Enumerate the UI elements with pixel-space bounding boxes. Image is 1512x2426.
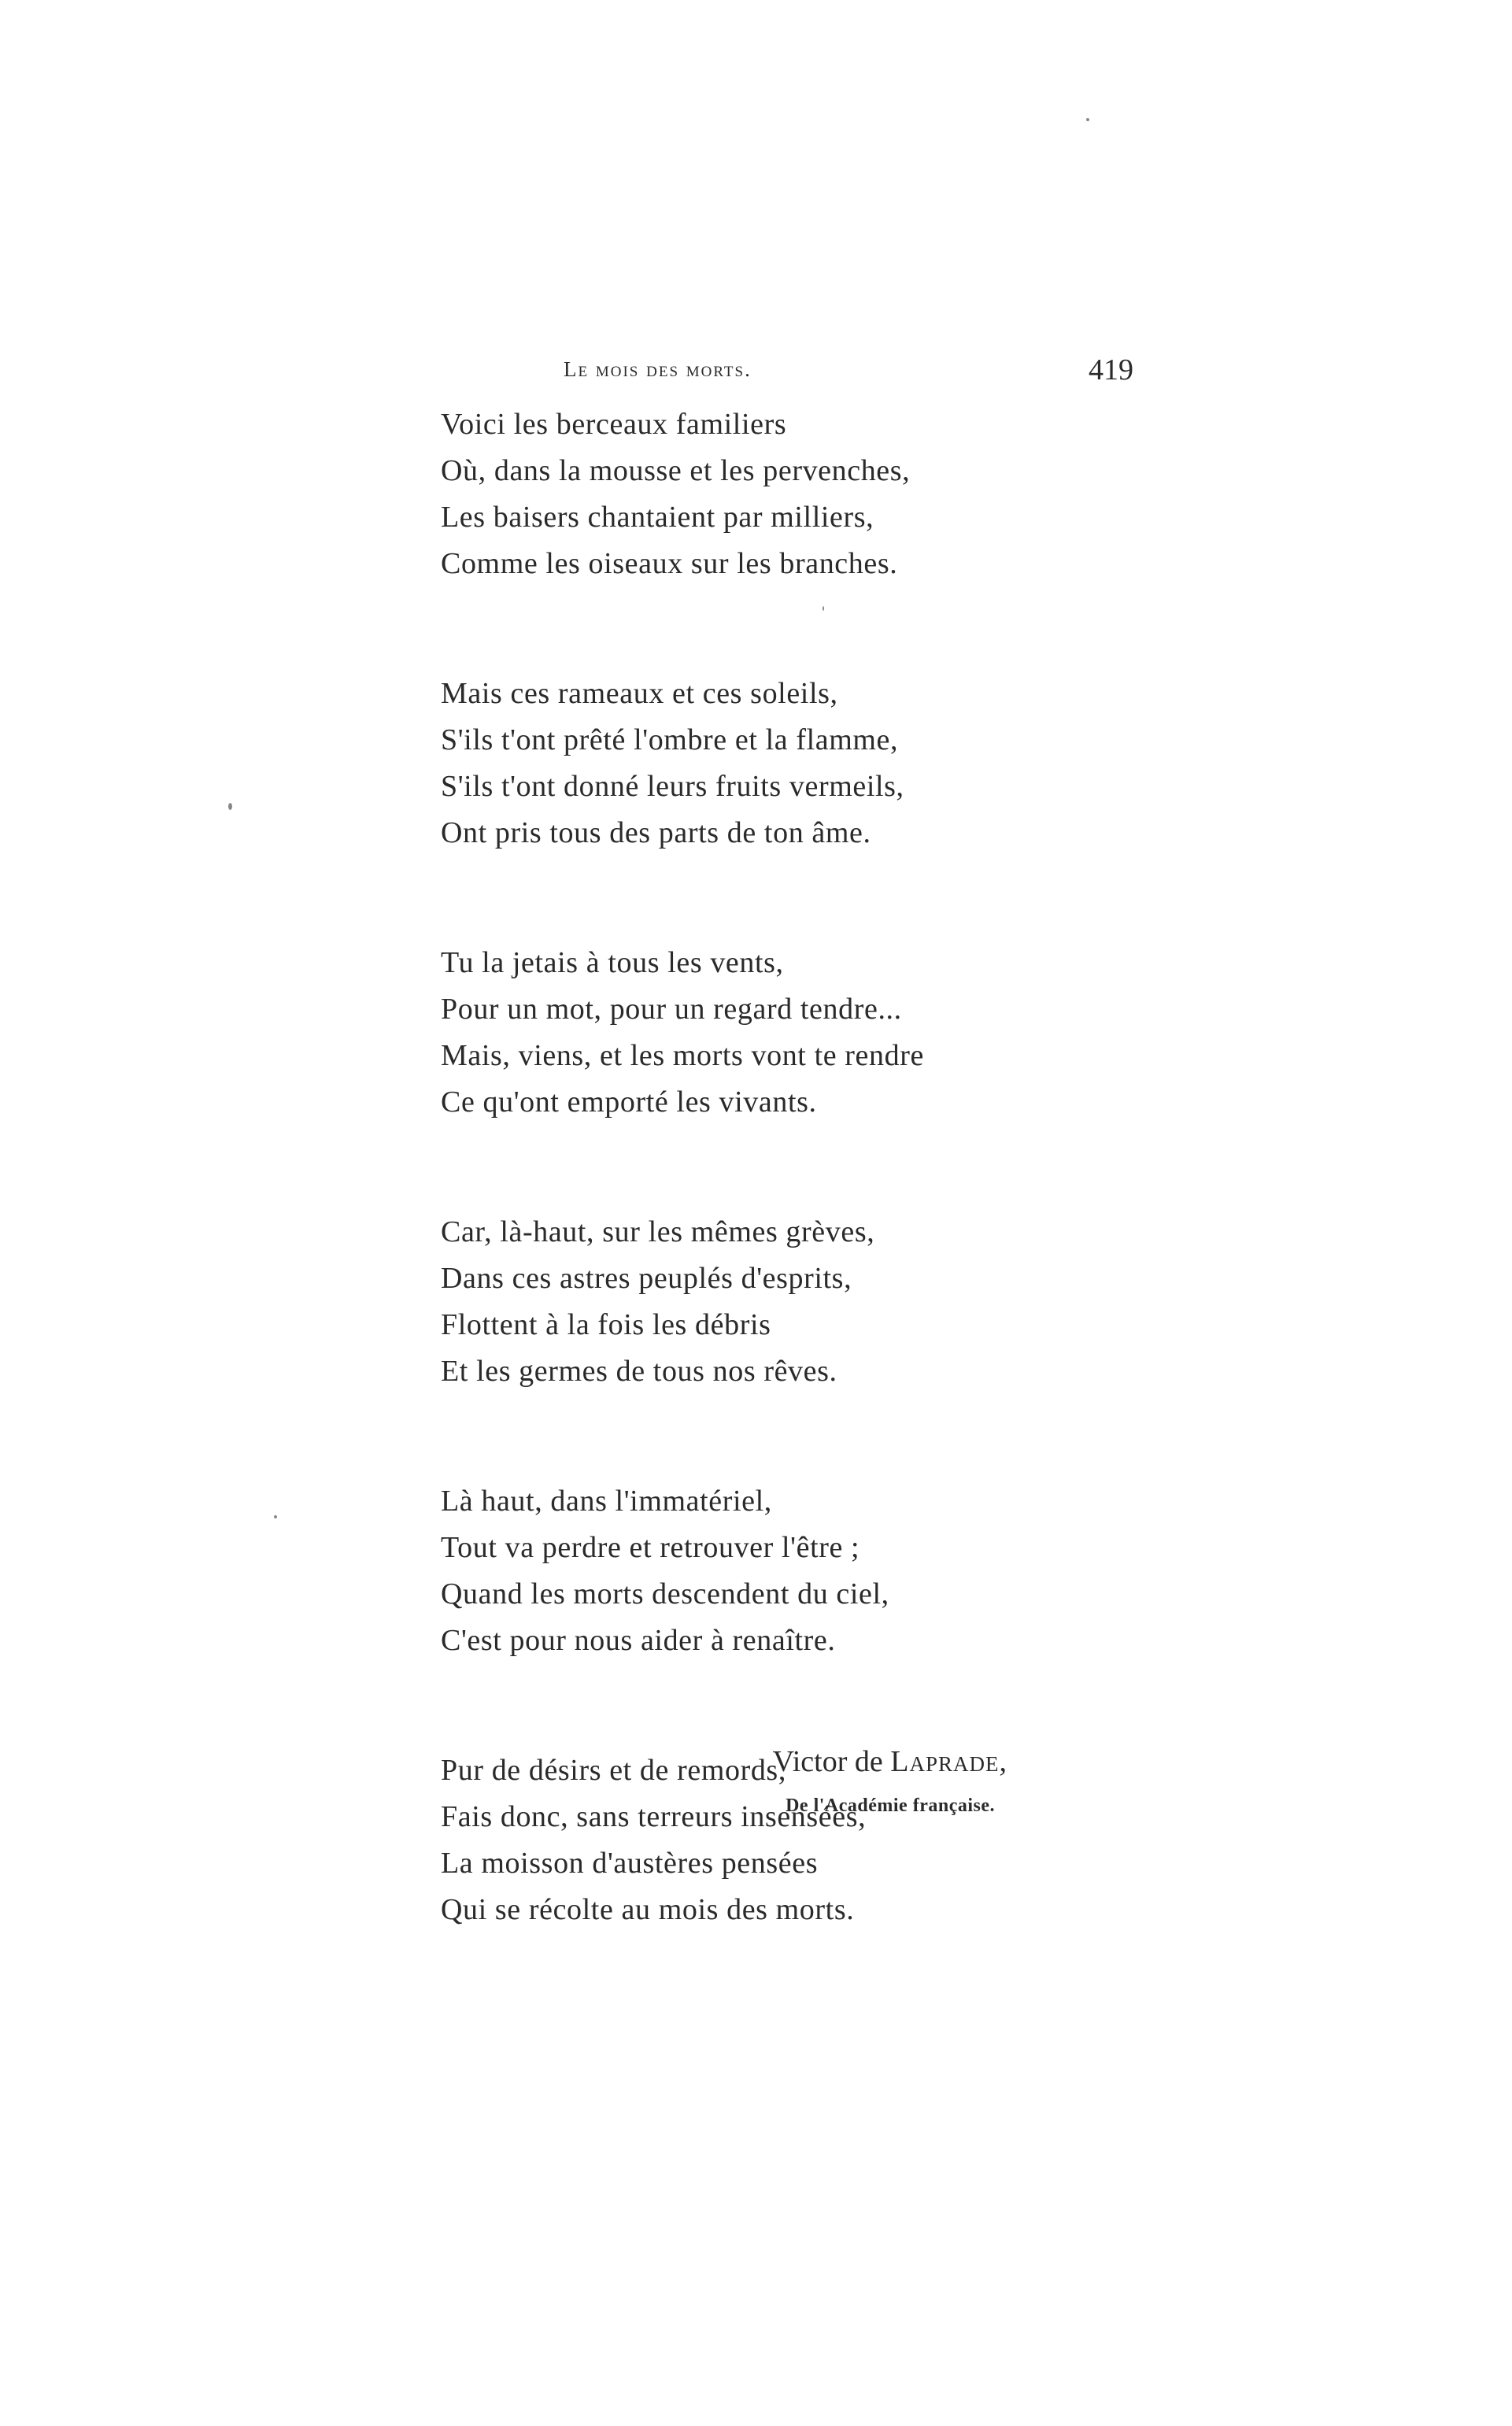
running-header — [441, 353, 1133, 392]
verse-line: S'ils t'ont donné leurs fruits vermeils, — [441, 770, 904, 803]
stanza — [441, 1478, 1133, 1664]
author-prefix: Victor de — [772, 1745, 891, 1778]
verse-line: Pur de désirs et de remords, — [441, 1754, 786, 1787]
verse-line: C'est pour nous aider à renaître. — [441, 1624, 836, 1657]
verse-line: Mais ces rameaux et ces soleils, — [441, 677, 838, 710]
stanza — [441, 671, 1133, 856]
verse-line: Pour un mot, pour un regard tendre... — [441, 993, 902, 1026]
scan-speck — [823, 606, 824, 611]
verse-line: Qui se récolte au mois des morts. — [441, 1893, 855, 1926]
verse-line: Les baisers chantaient par milliers, — [441, 501, 874, 534]
verse-line: Fais donc, sans terreurs insensées, — [441, 1800, 867, 1833]
verse-line: Quand les morts descendent du ciel, — [441, 1577, 889, 1611]
verse-line: Et les germes de tous nos rêves. — [441, 1355, 837, 1388]
verse-line: Car, là-haut, sur les mêmes grèves, — [441, 1215, 875, 1248]
scan-speck — [274, 1515, 277, 1518]
verse-line: Où, dans la mousse et les pervenches, — [441, 454, 911, 487]
verse-line: Ont pris tous des parts de ton âme. — [441, 816, 871, 849]
signature — [441, 1740, 1007, 1821]
stanza — [441, 401, 1133, 587]
verse-line: Voici les berceaux familiers — [441, 408, 787, 441]
author-affiliation: De l'Académie française. — [786, 1795, 995, 1816]
running-title: Le mois des morts. — [564, 357, 752, 381]
verse-line: La moisson d'austères pensées — [441, 1847, 819, 1880]
author-name: Laprade, — [890, 1745, 1007, 1778]
verse-line: Tu la jetais à tous les vents, — [441, 946, 784, 979]
page-number: 419 — [1089, 353, 1133, 386]
verse-line: Dans ces astres peuplés d'esprits, — [441, 1262, 852, 1295]
stanza — [441, 940, 1133, 1126]
scan-speck — [228, 803, 232, 810]
verse-line: Mais, viens, et les morts vont te rendre — [441, 1039, 924, 1072]
verse-line: Tout va perdre et retrouver l'être ; — [441, 1531, 860, 1564]
author-line — [441, 1740, 1007, 1784]
verse-line: Là haut, dans l'immatériel, — [441, 1485, 772, 1518]
verse-line: Ce qu'ont emporté les vivants. — [441, 1085, 817, 1119]
verse-line: S'ils t'ont prêté l'ombre et la flamme, — [441, 723, 899, 756]
scan-speck — [1086, 118, 1089, 121]
stanza — [441, 1209, 1133, 1395]
verse-line: Flottent à la fois les débris — [441, 1308, 771, 1341]
verse-line: Comme les oiseaux sur les branches. — [441, 547, 898, 580]
